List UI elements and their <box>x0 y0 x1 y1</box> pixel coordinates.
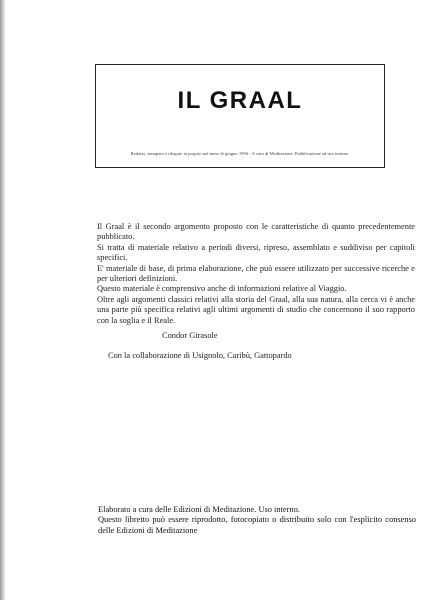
intro-paragraph: Questo materiale è comprensivo anche di informazioni relative al Viaggio. <box>97 284 347 294</box>
title-box <box>95 64 385 168</box>
page-scan-edge <box>0 0 6 600</box>
footer-note <box>98 505 416 536</box>
intro-paragraph: Oltre agli argomenti classici relativi alla storia del Graal, alla sua natura, alla cerca vi è anche una parte più specifica relativi agli ultimi argomenti di studio che concernono il suo rapporto con la soglia e il Reale. <box>97 294 415 325</box>
document-title: IL GRAAL <box>177 87 303 114</box>
author-name: Condor Girasole <box>162 331 218 340</box>
intro-paragraph: E' materiale di base, di prima elaborazione, che può essere utilizzato per successive ricerche e per ulteriori definizioni. <box>97 263 415 284</box>
intro-paragraph: Si tratta di materiale relativo a periodi diversi, ripreso, assemblato e suddiviso per capitoli specifici. <box>97 242 415 263</box>
intro-paragraph: Il Graal è il secondo argomento proposto con le caratteristiche di quanto precedentemente pubblicato. <box>97 222 415 242</box>
footer-line: Elaborato a cura delle Edizioni di Meditazione. Uso interno. <box>98 505 300 514</box>
publication-note: Redatto, stampato e rilegato in proprio nel mese di giugno 1996 - A cura di Meditazione. Pubblicazione ad uso interno. <box>130 151 350 156</box>
intro-text <box>97 222 415 326</box>
footer-line: Questo libretto può essere riprodotto, fotocopiato o distribuito solo con l'esplicito consenso delle Edizioni di Meditazione <box>98 515 416 535</box>
collaboration-line: Con la collaborazione di Usignolo, Caribù, Gattopardo <box>108 351 292 360</box>
